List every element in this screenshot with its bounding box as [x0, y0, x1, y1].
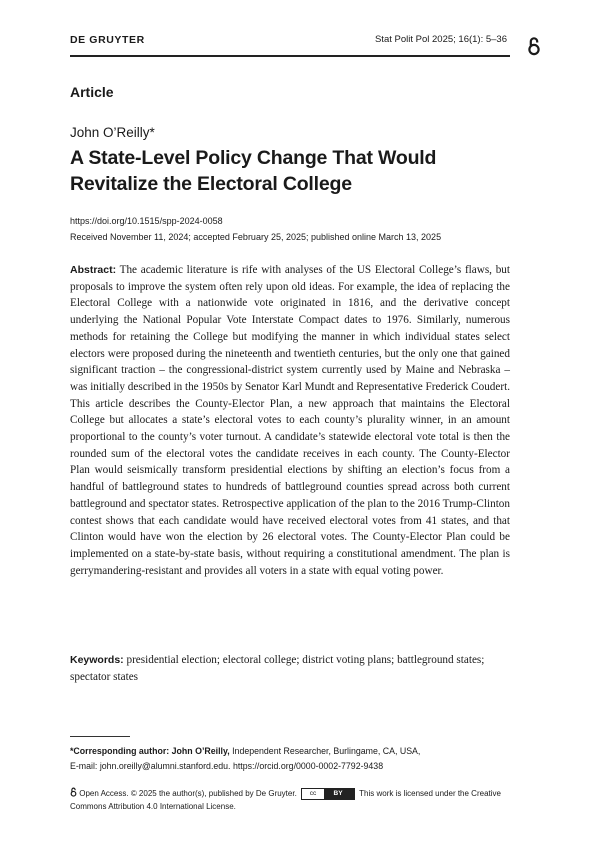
abstract — [70, 262, 510, 579]
publication-dates: Received November 11, 2024; accepted February 25, 2025; published online March 13, 2025 — [70, 232, 442, 242]
doi-link[interactable]: https://doi.org/10.1515/spp-2024-0058 — [70, 216, 223, 226]
cc-by-badge[interactable] — [301, 788, 355, 800]
article-title: A State-Level Policy Change That Would Revitalize the Electoral College — [70, 147, 437, 195]
keywords-text: presidential election; electoral college; district voting plans; battleground states; spectator states — [70, 654, 485, 683]
cc-badge-right: BY — [333, 789, 343, 797]
article-type: Article — [70, 84, 114, 100]
keywords-label: Keywords: — [70, 654, 124, 666]
corresponding-author-label: *Corresponding author: John O’Reilly, — [70, 746, 230, 756]
corresponding-author-affiliation: Independent Researcher, Burlingame, CA, USA, — [232, 746, 421, 756]
footnote-divider — [70, 736, 130, 737]
license-note — [70, 787, 520, 813]
open-access-icon — [527, 36, 541, 56]
publisher-name: DE GRUYTER — [70, 34, 145, 46]
corresponding-author-contact[interactable]: E-mail: john.oreilly@alumni.stanford.edu. https://orcid.org/0000-0002-7792-9438 — [70, 761, 384, 771]
abstract-label: Abstract: — [70, 264, 117, 276]
corresponding-author-note — [70, 744, 520, 774]
keywords — [70, 652, 510, 685]
abstract-text: The academic literature is rife with analyses of the US Electoral College’s flaws, but proposals to improve the system often rely upon old ideas. For example, the idea of replacing the Electoral College with a nationwide vote originated in 1816, and the derivative concept underlying the National Popular Vote Interstate Compact dates to 1976. Similarly, numerous methods for retaining the College but modifying the manner in which individual states select electors were proposed during the nineteenth and twentieth centuries, but the only one that gained significant traction – the congressional-district system currently used by Maine and Nebraska – was initially described in the 1950s by Senator Karl Mundt and Representative Frederick Coudert. This article describes the County-Elector Plan, a new approach that maintains the Electoral College but allocates a state’s electoral votes to each county’s plurality winner, in an amount proportional to the county’s voter turnout. A candidate’s statewide electoral vote total is then the rounded sum of the electoral votes the candidate receives in each county. The County-Elector Plan would seismically transform presidential elections by shifting an election’s focus from a handful of battleground states to hundreds of battleground counties spread across both current battleground and spectator states. Retrospective application of the plan to the 2016 Trump-Clinton contest shows that each candidate would have received electoral votes from 41 states, and that Clinton would have won the election by 26 electoral votes. The County-Elector Plan could be implemented on a state-by-state basis, without requiring a constitutional amendment. The plan is gerrymandering-resistant and provides all voters in a state with equal voting power. — [70, 264, 510, 577]
license-open-access-text: Open Access. © 2025 the author(s), published by De Gruyter. — [79, 789, 297, 798]
author-name: John O’Reilly* — [70, 125, 155, 140]
header-divider — [70, 55, 510, 57]
journal-citation: Stat Polit Pol 2025; 16(1): 5–36 — [374, 34, 507, 45]
cc-badge-left: cc — [302, 789, 324, 799]
license-text: This work is licensed under the Creative Commons Attribution 4.0 International License. — [70, 789, 501, 811]
open-access-small-icon — [70, 787, 77, 797]
